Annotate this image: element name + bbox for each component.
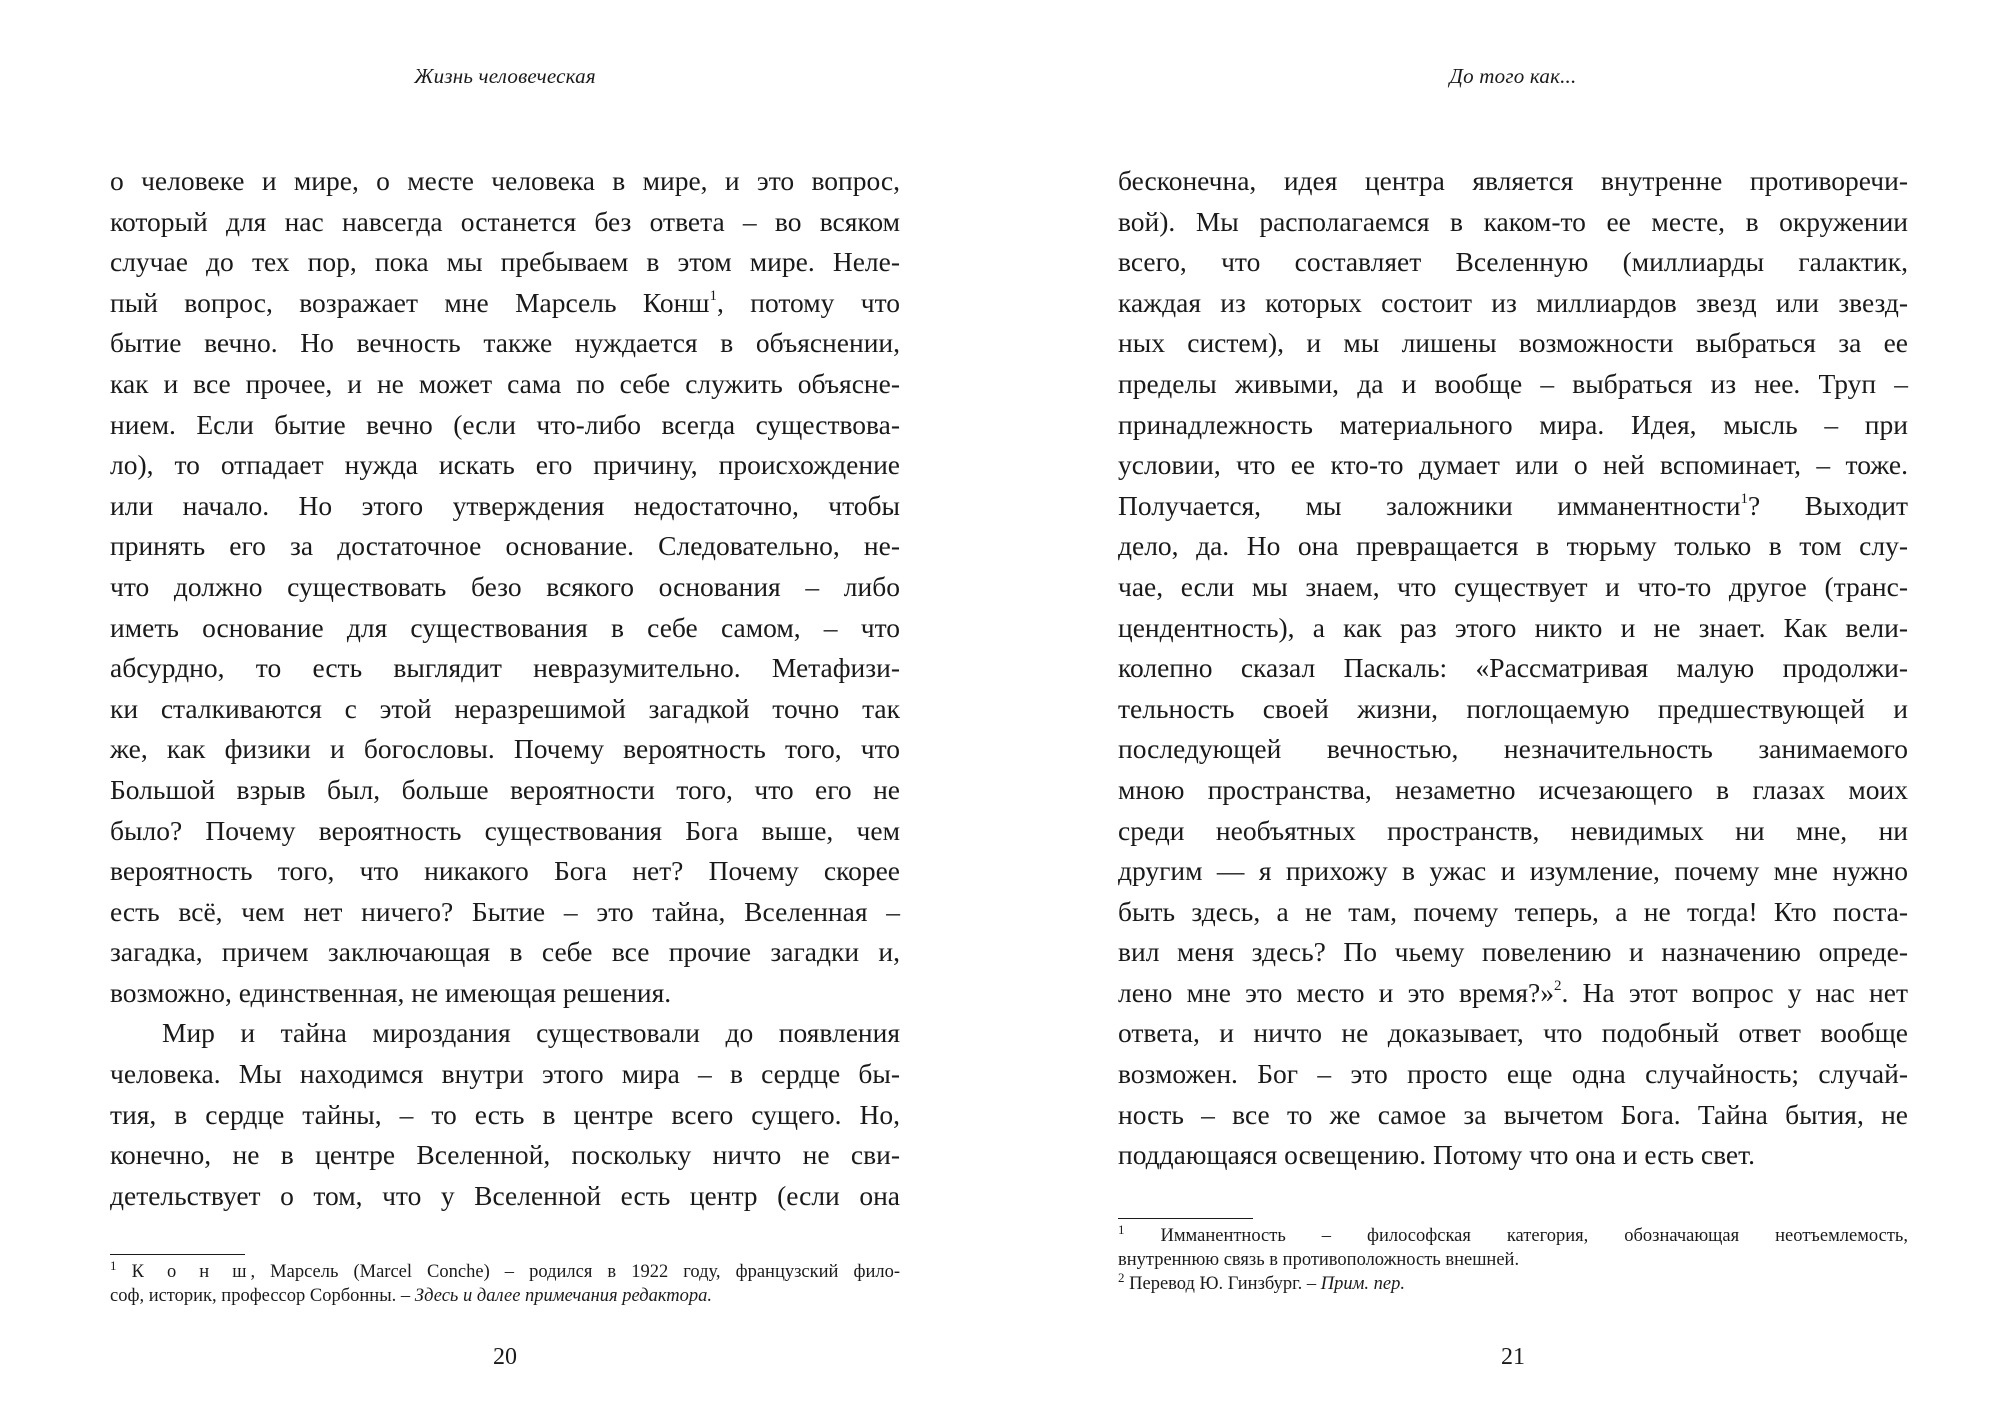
text-line: колепно сказал Паскаль: «Рассматривая малую продолжи- xyxy=(1118,652,1908,684)
text-line: чае, если мы знаем, что существует и что-то другое (транс- xyxy=(1118,570,1908,602)
text-line: же, как физики и богословы. Почему вероятность того, что xyxy=(110,733,900,765)
text-line: загадка, причем заключающая в себе все прочие загадки и, xyxy=(110,936,900,968)
text-line: вой). Мы располагаемся в каком-то ее месте, в окружении xyxy=(1118,205,1908,237)
paragraph-first-line: Мир и тайна мироздания существовали до появления xyxy=(162,1017,900,1049)
text-line: абсурдно, то есть выглядит невразумительно. Метафизи- xyxy=(110,652,900,684)
text-line: о человеке и мире, о месте человека в мире, и это вопрос, xyxy=(110,165,900,196)
text-line: ных систем), и мы лишены возможности выбраться за ее xyxy=(1118,327,1908,359)
text-line: возможно, единственная, не имеющая решения. xyxy=(110,976,672,1008)
text-line: который для нас навсегда останется без ответа – во всяком xyxy=(110,205,900,237)
text-line: было? Почему вероятность существования Бога выше, чем xyxy=(110,814,900,846)
text-line: ответа, и ничто не доказывает, что подобный ответ вообще xyxy=(1118,1017,1908,1049)
text-line: есть всё, чем нет ничего? Бытие – это тайна, Вселенная – xyxy=(110,895,900,927)
text-line: нием. Если бытие вечно (если что-либо всегда существова- xyxy=(110,408,900,440)
footnote-italic-text: Здесь и далее примечания редактора. xyxy=(414,1286,713,1306)
text-segment: пый вопрос, возражает мне Марсель Конш xyxy=(110,286,710,318)
footnote-italic-text: Прим. пер. xyxy=(1320,1274,1405,1294)
footnote-1-line-2 xyxy=(110,1284,900,1308)
footnote-text: Имманентность – философская категория, обозначающая неотъемлемость, xyxy=(1124,1226,1908,1246)
footnote-text: Перевод Ю. Гинзбург. – xyxy=(1124,1274,1321,1294)
left-body-text xyxy=(110,161,900,1216)
text-line: как и все прочее, и не может сама по себе служить объясне- xyxy=(110,367,900,399)
text-line-with-footnote xyxy=(1118,486,1908,527)
text-line: конечно, не в центре Вселенной, поскольку ничто не сви- xyxy=(110,1139,900,1171)
left-running-head: Жизнь человеческая xyxy=(414,64,596,88)
text-line: человека. Мы находимся внутри этого мира – в сердце бы- xyxy=(110,1058,900,1090)
footnote-marker: 1 xyxy=(1740,490,1749,507)
text-line: мною пространства, незаметно исчезающего в глазах моих xyxy=(1118,773,1908,805)
footnote-2 xyxy=(1118,1269,1908,1296)
text-line: среди необъятных пространств, невидимых ни мне, ни xyxy=(1118,814,1908,846)
text-line: тия, в сердце тайны, – то есть в центре всего сущего. Но, xyxy=(110,1098,900,1130)
footnote-1-line-2: внутреннюю связь в противоположность внешней. xyxy=(1118,1250,1520,1270)
text-line: вил меня здесь? По чьему повелению и назначению опреде- xyxy=(1118,936,1908,968)
text-line: последующей вечностью, незначительность занимаемого xyxy=(1118,733,1908,765)
text-line: поддающаяся освещению. Потому что она и есть свет. xyxy=(1118,1139,1755,1171)
text-line: ность – все то же самое за вычетом Бога. Тайна бытия, не xyxy=(1118,1098,1908,1130)
text-line: тельность своей жизни, поглощаемую предшествующей и xyxy=(1118,692,1908,724)
footnote-rule xyxy=(110,1254,245,1255)
text-segment: ? Выходит xyxy=(1748,489,1908,521)
text-line: пределы живыми, да и вообще – выбраться из нее. Труп – xyxy=(1118,367,1908,399)
footnote-1-line-1 xyxy=(110,1257,900,1284)
footnote-text: , Марсель (Marcel Conche) – родился в 1922 году, французский фило- xyxy=(250,1262,900,1282)
text-segment: . На этот вопрос у нас нет xyxy=(1561,976,1908,1008)
text-line: ки сталкиваются с этой неразрешимой загадкой точно так xyxy=(110,692,900,724)
text-line-with-footnote xyxy=(1118,973,1908,1014)
text-line: или начало. Но этого утверждения недостаточно, чтобы xyxy=(110,489,900,521)
footnote-rule xyxy=(1118,1218,1253,1219)
footnote-number: 2 xyxy=(1118,1269,1125,1285)
text-line: всего, что составляет Вселенную (миллиарды галактик, xyxy=(1118,246,1908,278)
text-line: что должно существовать безо всякого основания – либо xyxy=(110,570,900,602)
text-line: Большой взрыв был, больше вероятности того, что его не xyxy=(110,773,900,805)
text-line: бытие вечно. Но вечность также нуждается в объяснении, xyxy=(110,327,900,359)
text-segment: Получается, мы заложники имманентности xyxy=(1118,489,1741,521)
footnote-marker: 1 xyxy=(709,287,717,304)
footnote-number: 1 xyxy=(110,1257,117,1273)
text-line: условии, что ее кто-то думает или о ней вспоминает, – тоже. xyxy=(1118,449,1908,481)
text-line: случае до тех пор, пока мы пребываем в этом мире. Неле- xyxy=(110,246,900,278)
text-line: бесконечна, идея центра является внутренне противоречи- xyxy=(1118,165,1908,196)
text-line: вероятность того, что никакого Бога нет? Почему скорее xyxy=(110,855,900,887)
text-line: детельствует о том, что у Вселенной есть центр (если она xyxy=(110,1179,900,1211)
text-line: принадлежность материального мира. Идея, мысль – при xyxy=(1118,408,1908,440)
right-running-head: До того как... xyxy=(1449,64,1577,88)
text-line: иметь основание для существования в себе самом, – что xyxy=(110,611,900,643)
text-line: цендентность), а как раз этого никто и не знает. Как вели- xyxy=(1118,611,1908,643)
right-body-text xyxy=(1118,161,1908,1176)
footnote-text: соф, историк, профессор Сорбонны. – xyxy=(110,1286,415,1306)
text-line: каждая из которых состоит из миллиардов звезд или звезд- xyxy=(1118,286,1908,318)
text-line: быть здесь, а не там, почему теперь, а не тогда! Кто поста- xyxy=(1118,895,1908,927)
text-line: возможен. Бог – это просто еще одна случайность; случай- xyxy=(1118,1058,1908,1090)
text-line: дело, да. Но она превращается в тюрьму только в том слу- xyxy=(1118,530,1908,562)
page-number: 20 xyxy=(493,1344,517,1370)
right-footnotes xyxy=(1118,1221,1908,1296)
text-line-with-footnote xyxy=(110,283,900,324)
right-page xyxy=(1118,0,1908,1419)
text-line: принять его за достаточное основание. Следовательно, не- xyxy=(110,530,900,562)
footnote-1-line-1 xyxy=(1118,1221,1908,1248)
footnote-number: 1 xyxy=(1118,1221,1125,1237)
text-segment: лено мне это место и это время?» xyxy=(1118,976,1554,1008)
text-line: ло), то отпадает нужда искать его причину, происхождение xyxy=(110,449,900,481)
footnote-spaced-name: К о н ш xyxy=(131,1262,251,1282)
left-page xyxy=(110,0,900,1419)
text-line: другим — я прихожу в ужас и изумление, почему мне нужно xyxy=(1118,855,1908,887)
text-segment: , потому что xyxy=(716,286,900,318)
page-number: 21 xyxy=(1501,1344,1525,1370)
footnote-marker: 2 xyxy=(1553,977,1562,994)
left-footnotes xyxy=(110,1257,900,1308)
